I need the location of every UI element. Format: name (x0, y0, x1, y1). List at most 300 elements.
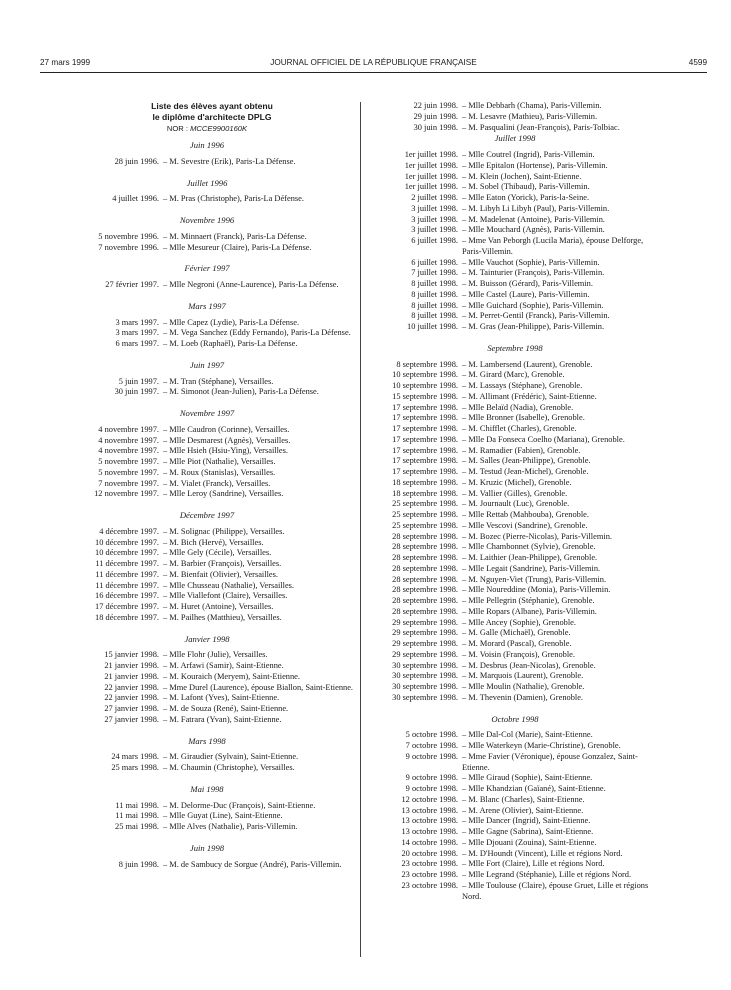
entry-text (458, 112, 663, 123)
entry-text (159, 559, 356, 570)
entry-name-school: Mlle Noureddine (Monia), Paris-Villemin. (468, 585, 611, 595)
entry-text (159, 527, 356, 538)
list-entry (367, 392, 663, 403)
entry-text (159, 157, 356, 168)
entry-date: 27 février 1997. (105, 280, 159, 289)
entry-text (159, 538, 356, 549)
entry-date: 10 septembre 1998. (392, 370, 458, 380)
entry-dash: – (163, 376, 170, 386)
entry-dash: – (462, 870, 469, 879)
entry-name-school: Mlle Gagne (Sabrina), Saint-Etienne. (468, 827, 594, 836)
entry-date: 13 octobre 1998. (401, 827, 458, 836)
entry-text (159, 489, 356, 500)
entry-name-school: M. Tainturier (François), Paris-Villemin. (468, 268, 605, 278)
month-heading: Juillet 1998 (494, 133, 536, 144)
entry-dash: – (163, 242, 170, 252)
list-entry (367, 150, 663, 161)
entry-name-school: M. Chifflet (Charles), Grenoble. (468, 424, 577, 433)
list-entry (367, 639, 663, 650)
entry-date: 2 juillet 1998. (411, 193, 458, 202)
entry-text (458, 268, 663, 279)
entry-name-school: M. Arene (Olivier), Saint-Etienne. (468, 805, 584, 815)
entry-text (458, 322, 663, 333)
entry-date: 8 juillet 1998. (411, 279, 458, 288)
entry-dash: – (462, 381, 469, 390)
list-entry (367, 532, 663, 543)
month-heading: Octobre 1998 (491, 713, 539, 724)
list-entry (367, 236, 663, 258)
entry-dash: – (462, 279, 469, 288)
entry-date: 25 mai 1998. (115, 822, 159, 831)
entry-name-school: M. Bich (Hervé), Versailles. (169, 537, 264, 547)
entry-text (458, 311, 663, 322)
entry-name-school: Mlle Viallefont (Claire), Versailles. (169, 591, 288, 601)
list-entry (58, 232, 356, 243)
entry-date: 22 juin 1998. (413, 101, 458, 110)
list-entry (367, 112, 663, 123)
list-entry (58, 715, 356, 726)
list-entry (367, 827, 663, 838)
entry-dash: – (163, 424, 170, 434)
entry-dash: – (462, 488, 469, 498)
list-entry (367, 784, 663, 795)
entry-name-school: Mlle Moulin (Nathalie), Grenoble. (468, 682, 585, 691)
entry-dash: – (462, 150, 469, 159)
entry-dash: – (462, 671, 469, 681)
entry-name-school: Mlle Piot (Nathalie), Versailles. (169, 457, 276, 466)
list-entry (58, 602, 356, 613)
list-title (58, 101, 356, 122)
entry-name-school: M. Perret-Gentil (Franck), Paris-Villemin. (468, 311, 610, 321)
entry-name-school: M. Tran (Stéphane), Versailles. (169, 376, 274, 386)
entry-dash: – (462, 510, 469, 519)
entry-dash: – (462, 111, 469, 121)
entry-dash: – (163, 559, 170, 568)
entry-text (458, 193, 663, 204)
entry-text (159, 811, 356, 822)
entry-date: 3 juillet 1998. (411, 225, 458, 235)
list-title-line-2: le diplôme d'architecte DPLG (152, 111, 272, 122)
nor-code: MCCE9900160K (190, 124, 248, 133)
entry-date: 25 septembre 1998. (392, 499, 458, 509)
entry-text (159, 436, 356, 447)
entry-dash: – (462, 682, 469, 691)
entry-name-school: Mlle Caudron (Corinne), Versailles. (169, 424, 290, 434)
list-entry (367, 553, 663, 564)
entry-text (458, 596, 663, 607)
entry-date: 16 décembre 1997. (95, 591, 159, 601)
header-journal-title: JOURNAL OFFICIEL DE LA RÉPUBLIQUE FRANÇAISE (270, 58, 477, 67)
entry-text (458, 795, 663, 806)
entry-date: 28 juin 1996. (114, 156, 159, 166)
entry-text (159, 446, 356, 457)
column-divider (360, 102, 361, 957)
entry-date: 22 janvier 1998. (104, 693, 159, 703)
nor-label: NOR : (166, 124, 188, 133)
entry-date: 28 septembre 1998. (392, 585, 458, 595)
entry-date: 4 décembre 1997. (99, 526, 159, 536)
list-entry (367, 101, 663, 112)
entry-dash: – (163, 156, 170, 166)
entry-text (458, 752, 663, 774)
entry-dash: – (462, 692, 469, 702)
entry-dash: – (462, 225, 469, 235)
entry-date: 13 octobre 1998. (401, 805, 458, 815)
list-entry (367, 413, 663, 424)
entry-dash: – (163, 526, 170, 536)
list-entry (58, 468, 356, 479)
list-entry (367, 301, 663, 312)
entry-text (458, 392, 663, 403)
entry-dash: – (462, 203, 469, 213)
entry-date: 23 octobre 1998. (401, 859, 458, 869)
entry-dash: – (462, 606, 469, 616)
entry-date: 17 septembre 1998. (392, 424, 458, 433)
entry-date: 23 octobre 1998. (401, 870, 458, 879)
month-heading: Juillet 1996 (186, 177, 228, 188)
entry-dash: – (163, 548, 170, 558)
list-entry (367, 806, 663, 817)
entry-name-school: M. Pasqualini (Jean-François), Paris-Tolbiac. (468, 122, 620, 132)
entry-text (159, 387, 356, 398)
entry-date: 7 novembre 1996. (98, 242, 159, 252)
entry-text (159, 457, 356, 468)
entry-name-school: M. Vega Sanchez (Eddy Fernando), Paris-La Défense. (169, 328, 351, 338)
entry-dash: – (163, 763, 170, 772)
month-heading: Décembre 1997 (179, 510, 235, 520)
entry-text (458, 204, 663, 215)
nor-reference (58, 123, 356, 134)
month-heading: Février 1997 (184, 263, 230, 274)
entry-text (458, 575, 663, 586)
entry-text (458, 682, 663, 693)
entry-dash: – (163, 280, 170, 289)
list-entry (58, 318, 356, 329)
list-entry (367, 424, 663, 435)
entry-text (458, 172, 663, 183)
entry-date: 1er juillet 1998. (404, 171, 458, 181)
entry-name-school: Mlle Legait (Sandrine), Paris-Villemin. (468, 563, 601, 573)
entry-text (458, 730, 663, 741)
entry-dash: – (163, 467, 170, 477)
entry-date: 7 novembre 1997. (98, 478, 159, 488)
entry-dash: – (462, 171, 469, 181)
entry-date: 8 juillet 1998. (411, 300, 458, 310)
entry-dash: – (163, 569, 170, 579)
list-entry (367, 575, 663, 586)
list-entry (367, 542, 663, 553)
entry-date: 1er juillet 1998. (404, 160, 458, 170)
entry-text (458, 784, 663, 795)
entry-text (458, 859, 663, 870)
entry-date: 24 mars 1998. (111, 752, 159, 762)
entry-name-school: M. Laithier (Jean-Philippe), Grenoble. (468, 553, 598, 562)
list-entry (58, 570, 356, 581)
entry-text (159, 650, 356, 661)
list-entry (58, 811, 356, 822)
month-heading: Mars 1998 (188, 735, 226, 746)
entry-dash: – (163, 231, 170, 241)
entry-text (458, 607, 663, 618)
entry-name-school: M. Sevestre (Erik), Paris-La Défense. (169, 156, 296, 166)
entry-date: 11 décembre 1997. (95, 559, 159, 568)
entry-text (458, 532, 663, 543)
entry-name-school: Mlle Belaïd (Nadia), Grenoble. (468, 402, 574, 412)
entry-dash: – (462, 370, 469, 380)
list-entry (367, 773, 663, 784)
list-entry (367, 268, 663, 279)
entry-name-school: M. Pras (Christophe), Paris-La Défense. (169, 194, 304, 204)
entry-name-school: M. Minnaert (Franck), Paris-La Défense. (169, 231, 307, 241)
entry-text (458, 467, 663, 478)
entry-dash: – (462, 827, 469, 836)
list-entry (58, 801, 356, 812)
entry-name-school: Mlle Djouani (Zouina), Saint-Etienne. (468, 837, 597, 847)
month-heading: Mars 1997 (188, 300, 226, 311)
entry-text (159, 704, 356, 715)
entry-date: 11 mai 1998. (115, 811, 159, 821)
entry-name-school: M. Galle (Michaël), Grenoble. (468, 628, 571, 638)
entry-text (159, 752, 356, 763)
left-column (58, 101, 356, 870)
entry-dash: – (163, 339, 170, 348)
entry-dash: – (462, 456, 469, 466)
entry-date: 17 septembre 1998. (392, 434, 458, 444)
entry-text (159, 591, 356, 602)
entry-date: 30 septembre 1998. (392, 682, 458, 691)
entry-date: 5 novembre 1997. (98, 457, 159, 466)
entry-text (458, 499, 663, 510)
entry-name-school: M. Lesavre (Mathieu), Paris-Villemin. (468, 111, 598, 121)
entry-name-school: M. Voisin (François), Grenoble. (468, 649, 575, 659)
list-entry (367, 741, 663, 752)
list-entry (58, 479, 356, 490)
entry-date: 8 juin 1998. (118, 859, 159, 869)
entry-name-school: Mlle Khandzian (Gaïané), Saint-Etienne. (468, 784, 606, 793)
entry-date: 28 septembre 1998. (392, 553, 458, 562)
entry-name-school: Mlle Giraud (Sophie), Saint-Etienne. (468, 773, 593, 783)
entry-date: 8 juillet 1998. (411, 289, 458, 299)
entry-date: 28 septembre 1998. (392, 531, 458, 541)
entry-name-school: Mlle Dancer (Ingrid), Saint-Etienne. (468, 816, 591, 826)
entry-dash: – (163, 693, 170, 703)
entry-text (159, 661, 356, 672)
entry-date: 21 janvier 1998. (104, 671, 159, 681)
list-entry (367, 193, 663, 204)
entry-name-school: Mlle Negroni (Anne-Laurence), Paris-La Défense. (169, 280, 339, 289)
entry-text (159, 570, 356, 581)
entry-name-school: M. Morard (Pascal), Grenoble. (468, 639, 572, 648)
entry-dash: – (163, 591, 170, 601)
list-entry (367, 225, 663, 236)
entry-date: 5 novembre 1996. (98, 231, 159, 241)
entry-date: 17 septembre 1998. (392, 402, 458, 412)
list-entry (58, 613, 356, 624)
list-entry (58, 661, 356, 672)
entry-date: 28 septembre 1998. (392, 574, 458, 584)
entry-dash: – (462, 257, 469, 267)
entry-dash: – (462, 563, 469, 573)
entry-dash: – (163, 446, 170, 456)
entry-text (458, 279, 663, 290)
entry-text (458, 258, 663, 269)
entry-dash: – (163, 580, 170, 590)
entry-text (458, 827, 663, 838)
entry-date: 25 mars 1998. (111, 763, 159, 772)
list-title-line-1: Liste des élèves ayant obtenu (151, 101, 273, 111)
entry-date: 18 septembre 1998. (392, 477, 458, 487)
entry-name-school: M. Blanc (Charles), Saint-Etienne. (468, 794, 585, 804)
entry-name-school: M. Nguyen-Viet (Trung), Paris-Villemin. (468, 574, 607, 584)
list-entry (58, 457, 356, 468)
entry-dash: – (462, 122, 469, 132)
entry-date: 5 novembre 1997. (98, 467, 159, 477)
entry-dash: – (163, 671, 170, 681)
entry-text (458, 435, 663, 446)
list-entry (58, 538, 356, 549)
entry-text (458, 236, 663, 258)
entry-name-school: M. Fatrara (Yvan), Saint-Etienne. (169, 714, 282, 724)
entry-name-school: Mlle Chusseau (Nathalie), Versailles. (169, 580, 295, 590)
entry-date: 12 novembre 1997. (94, 489, 159, 499)
list-entry (367, 859, 663, 870)
list-entry (367, 693, 663, 704)
entry-name-school: M. Vialet (Franck), Versailles. (169, 478, 271, 488)
entry-dash: – (462, 628, 469, 638)
entry-date: 10 septembre 1998. (392, 381, 458, 390)
entry-dash: – (462, 391, 469, 401)
entry-dash: – (163, 859, 170, 869)
entry-text (458, 370, 663, 381)
entry-dash: – (163, 489, 170, 499)
entry-dash: – (163, 650, 170, 660)
entry-date: 4 novembre 1997. (98, 446, 159, 456)
list-entry (58, 650, 356, 661)
list-entry (367, 172, 663, 183)
entry-date: 3 juillet 1998. (411, 203, 458, 213)
month-heading: Juin 1997 (189, 359, 225, 370)
entry-name-school: Mlle Chambonnet (Sylvie), Grenoble. (468, 542, 596, 552)
entry-dash: – (163, 435, 170, 445)
entry-name-school: Mlle Pellegrin (Stéphanie), Grenoble. (468, 596, 595, 605)
entry-dash: – (462, 730, 469, 740)
entry-text (159, 194, 356, 205)
entry-dash: – (462, 402, 469, 412)
entry-text (159, 425, 356, 436)
entry-date: 11 mai 1998. (115, 800, 159, 810)
entry-name-school: Mlle Fort (Claire), Lille et régions Nord. (468, 859, 605, 869)
entry-name-school: Mlle Legrand (Stéphanie), Lille et régions Nord. (468, 870, 632, 879)
entry-name-school: M. Gras (Jean-Philippe), Paris-Villemin. (468, 322, 605, 331)
entry-dash: – (462, 837, 469, 847)
entry-dash: – (163, 704, 170, 713)
entry-name-school: M. Sobel (Thibaud), Paris-Villemin. (468, 182, 590, 192)
list-entry (58, 559, 356, 570)
month-heading: Juin 1998 (189, 842, 225, 853)
entry-name-school: Mme Van Peborgh (Lucila Maria), épouse Delforge, Paris-Villemin. (462, 236, 644, 256)
entry-dash: – (462, 574, 469, 584)
list-entry (58, 328, 356, 339)
entry-date: 6 mars 1997. (115, 339, 159, 348)
entry-date: 3 juillet 1998. (411, 214, 458, 224)
entry-dash: – (462, 859, 469, 869)
entry-name-school: Mlle Mouchard (Agnès), Paris-Villemin. (468, 225, 605, 235)
entry-text (458, 360, 663, 371)
entry-dash: – (462, 413, 469, 423)
month-heading: Novembre 1996 (179, 215, 235, 225)
entry-name-school: Mlle Ancey (Sophie), Grenoble. (468, 617, 576, 627)
entry-name-school: Mlle Hsieh (Hsiu-Ying), Versailles. (169, 446, 288, 456)
list-entry (367, 650, 663, 661)
entry-name-school: Mlle Alves (Nathalie), Paris-Villemin. (169, 822, 298, 831)
month-heading: Novembre 1997 (179, 408, 235, 418)
entry-date: 4 juillet 1996. (112, 194, 159, 204)
right-column (367, 101, 663, 902)
list-entry (58, 591, 356, 602)
entry-dash: – (163, 194, 170, 204)
entry-name-school: Mlle Guichard (Sophie), Paris-Villemin. (468, 300, 604, 310)
entry-text (159, 328, 356, 339)
entry-text (458, 838, 663, 849)
list-entry (367, 816, 663, 827)
entry-name-school: M. Vallier (Gilles), Grenoble. (468, 488, 568, 498)
entry-date: 3 mars 1997. (115, 328, 159, 338)
left-sections (58, 140, 356, 870)
entry-dash: – (462, 236, 469, 245)
entry-name-school: M. Kouraich (Meryem), Saint-Etienne. (169, 671, 300, 681)
entry-date: 23 octobre 1998. (401, 880, 458, 890)
entry-date: 21 janvier 1998. (104, 661, 159, 670)
entry-dash: – (163, 387, 170, 397)
header-rule (40, 72, 707, 73)
entry-date: 4 novembre 1997. (98, 435, 159, 445)
entry-name-school: M. Klein (Jochen), Saint-Etienne. (468, 171, 582, 181)
list-entry (58, 243, 356, 254)
list-entry (367, 564, 663, 575)
list-entry (58, 489, 356, 500)
entry-date: 25 septembre 1998. (392, 510, 458, 519)
entry-name-school: M. Girard (Marc), Grenoble. (468, 370, 565, 380)
entry-dash: – (462, 445, 469, 455)
entry-text (458, 290, 663, 301)
entry-text (159, 280, 356, 291)
entry-text (458, 693, 663, 704)
entry-text (458, 650, 663, 661)
list-entry (58, 387, 356, 398)
list-entry (58, 763, 356, 774)
list-entry (367, 456, 663, 467)
list-entry (58, 704, 356, 715)
entry-name-school: Mme Durel (Laurence), épouse Biallon, Saint-Etienne. (169, 682, 354, 692)
entry-text (159, 672, 356, 683)
entry-name-school: M. Giraudier (Sylvain), Saint-Etienne. (169, 752, 299, 762)
entry-text (458, 413, 663, 424)
entry-name-school: Mlle Bronner (Isabelle), Grenoble. (468, 413, 585, 423)
list-entry (367, 752, 663, 774)
entry-date: 8 juillet 1998. (411, 311, 458, 321)
entry-text (458, 639, 663, 650)
month-heading: Juin 1996 (189, 140, 225, 150)
entry-date: 6 juillet 1998. (411, 236, 458, 245)
entry-name-school: M. de Souza (René), Saint-Etienne. (169, 704, 289, 713)
entry-date: 29 septembre 1998. (392, 628, 458, 638)
list-entry (367, 881, 663, 903)
list-entry (367, 322, 663, 333)
entry-date: 28 septembre 1998. (392, 596, 458, 605)
list-entry (58, 436, 356, 447)
entry-name-school: M. Libyh Li Libyh (Paul), Paris-Villemin. (468, 203, 610, 213)
entry-dash: – (163, 602, 170, 611)
